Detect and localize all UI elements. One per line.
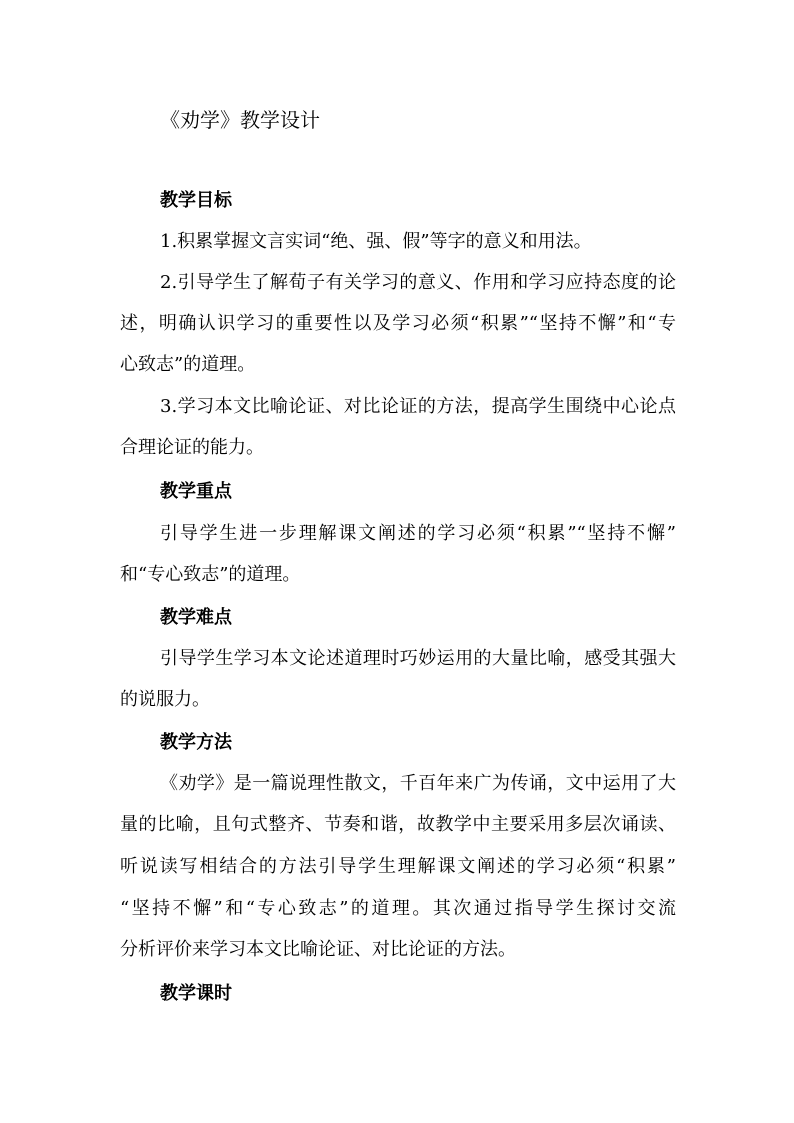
objective-item-2-line-1: 2.引导学生了解荀子有关学习的意义、作用和学习应持态度的论 — [160, 272, 676, 293]
document-title: 《劝学》教学设计 — [160, 108, 320, 132]
heading-methods: 教学方法 — [160, 732, 232, 753]
methods-line-2: 量的比喻，且句式整齐、节奏和谐，故教学中主要采用多层次诵读、 — [120, 814, 676, 835]
objective-item-2-line-2: 述，明确认识学习的重要性以及学习必须“积累”“坚持不懈”和“专 — [120, 313, 676, 334]
heading-key-points: 教学重点 — [160, 481, 232, 502]
heading-difficulties: 教学难点 — [160, 607, 232, 628]
key-points-line-1: 引导学生进一步理解课文阐述的学习必须“积累”“坚持不懈” — [160, 523, 676, 544]
difficulties-line-1: 引导学生学习本文论述道理时巧妙运用的大量比喻，感受其强大 — [160, 648, 676, 669]
objective-item-3-line-1: 3.学习本文比喻论证、对比论证的方法，提高学生围绕中心论点 — [160, 396, 676, 417]
objective-item-1: 1.积累掌握文言实词“绝、强、假”等字的意义和用法。 — [160, 231, 592, 252]
methods-line-3: 听说读写相结合的方法引导学生理解课文阐述的学习必须“积累” — [120, 856, 676, 877]
methods-line-5: 分析评价来学习本文比喻论证、对比论证的方法。 — [120, 939, 516, 960]
methods-line-4: “坚持不懈”和“专心致志”的道理。其次通过指导学生探讨交流 — [120, 898, 676, 919]
difficulties-line-2: 的说服力。 — [120, 689, 210, 710]
objective-item-2-line-3: 心致志”的道理。 — [120, 354, 256, 375]
methods-line-1: 《劝学》是一篇说理性散文，千百年来广为传诵，文中运用了大 — [160, 773, 676, 794]
objective-item-3-line-2: 合理论证的能力。 — [120, 437, 264, 458]
heading-periods: 教学课时 — [160, 983, 232, 1004]
heading-objectives: 教学目标 — [160, 190, 232, 211]
key-points-line-2: 和“专心致志”的道理。 — [120, 564, 301, 585]
